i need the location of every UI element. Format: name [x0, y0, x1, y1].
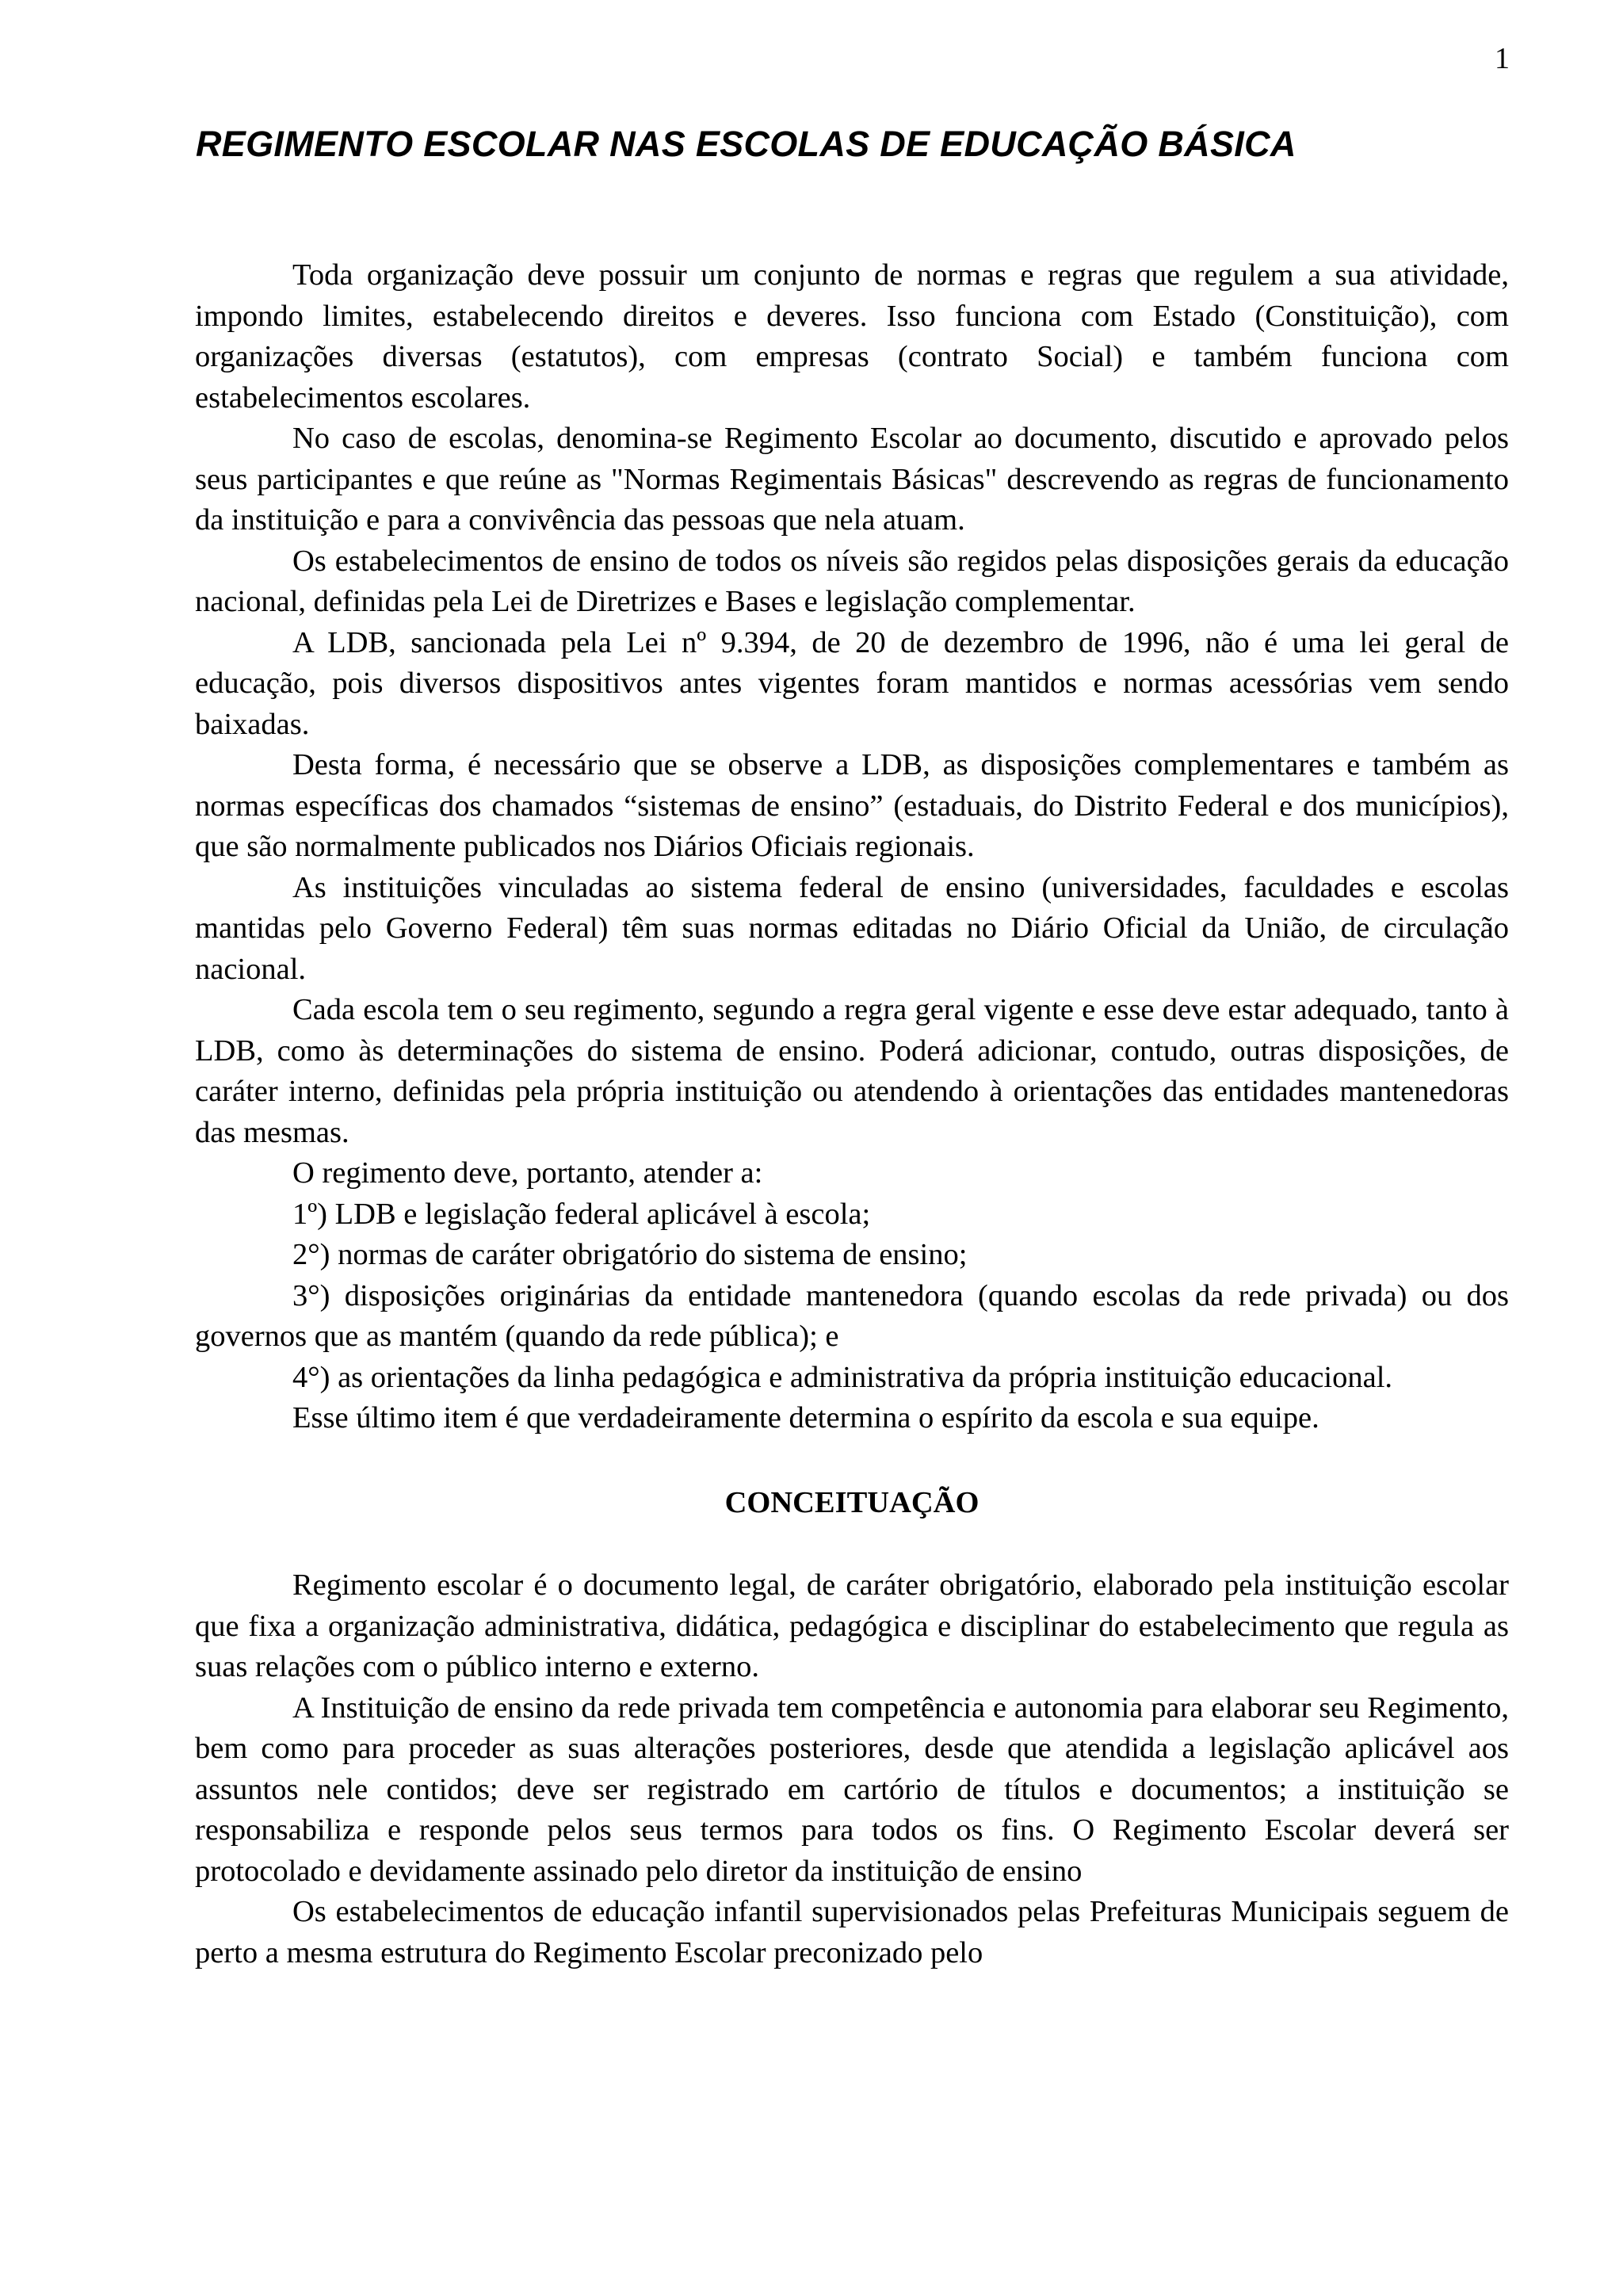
paragraph: Os estabelecimentos de educação infantil supervisionados pelas Prefeituras Municipais seguem de perto a mesma estrutura do Regimento Escolar preconizado pelo [195, 1895, 1509, 1969]
document-body [195, 255, 1509, 1973]
paragraph: No caso de escolas, denomina-se Regimento Escolar ao documento, discutido e aprovado pelos seus participantes e que reúne as "Normas Regimentais Básicas" descrevendo as regras de funcionamento da instituição e para a convivência das pessoas que nela atuam. [195, 422, 1509, 537]
page-number: 1 [1495, 42, 1510, 75]
paragraph: A LDB, sancionada pela Lei nº 9.394, de 20 de dezembro de 1996, não é uma lei geral de educação, pois diversos dispositivos antes vigentes foram mantidos e normas acessórias vem sendo baixadas. [195, 625, 1509, 741]
list-item: 1º) LDB e legislação federal aplicável à escola; [292, 1197, 871, 1231]
paragraph: Regimento escolar é o documento legal, de caráter obrigatório, elaborado pela instituição escolar que fixa a organização administrativa, didática, pedagógica e disciplinar do estabelecimento que regula as suas relações com o público interno e externo. [195, 1568, 1509, 1683]
paragraph: O regimento deve, portanto, atender a: [292, 1156, 763, 1190]
list-item: 4°) as orientações da linha pedagógica e administrativa da própria instituição educacional. [292, 1360, 1393, 1394]
section-heading: CONCEITUAÇÃO [724, 1485, 980, 1519]
paragraph: Esse último item é que verdadeiramente determina o espírito da escola e sua equipe. [292, 1401, 1319, 1435]
paragraph: Os estabelecimentos de ensino de todos os níveis são regidos pelas disposições gerais da educação nacional, definidas pela Lei de Diretrizes e Bases e legislação complementar. [195, 544, 1509, 618]
list-item: 2°) normas de caráter obrigatório do sistema de ensino; [292, 1238, 968, 1271]
paragraph: Desta forma, é necessário que se observe a LDB, as disposições complementares e também as normas específicas dos chamados “sistemas de ensino” (estaduais, do Distrito Federal e dos municípios), que são normalmente publicados nos Diários Oficiais regionais. [195, 748, 1509, 863]
list-item: 3°) disposições originárias da entidade mantenedora (quando escolas da rede privada) ou dos governos que as mantém (quando da rede pública); e [195, 1278, 1509, 1353]
paragraph: Toda organização deve possuir um conjunto de normas e regras que regulem a sua atividade, impondo limites, estabelecendo direitos e deveres. Isso funciona com Estado (Constituição), com organizações diversas (estatutos), com empresas (contrato Social) e também funciona com estabelecimentos escolares. [195, 258, 1509, 415]
paragraph: As instituições vinculadas ao sistema federal de ensino (universidades, faculdades e escolas mantidas pelo Governo Federal) têm suas normas editadas no Diário Oficial da União, de circulação nacional. [195, 870, 1509, 986]
document-title: REGIMENTO ESCOLAR NAS ESCOLAS DE EDUCAÇÃO BÁSICA [196, 124, 1296, 164]
paragraph: Cada escola tem o seu regimento, segundo a regra geral vigente e esse deve estar adequado, tanto à LDB, como às determinações do sistema de ensino. Poderá adicionar, contudo, outras disposições, de caráter interno, definidas pela própria instituição ou atendendo à orientações das entidades mantenedoras das mesmas. [195, 993, 1509, 1149]
paragraph: A Instituição de ensino da rede privada tem competência e autonomia para elaborar seu Regimento, bem como para proceder as suas alterações posteriores, desde que atendida a legislação aplicável aos assuntos nele contidos; deve ser registrado em cartório de títulos e documentos; a instituição se responsabiliza e responde pelos seus termos para todos os fins. O Regimento Escolar deverá ser protocolado e devidamente assinado pelo diretor da instituição de ensino [195, 1690, 1509, 1888]
